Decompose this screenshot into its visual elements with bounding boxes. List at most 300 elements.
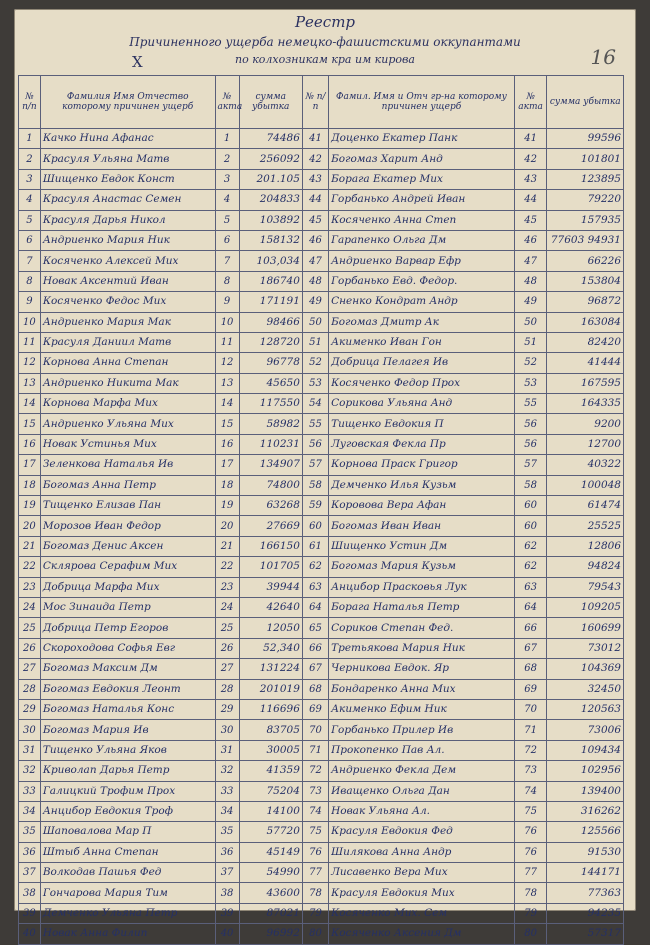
row-num: 36 xyxy=(19,842,41,862)
row-num-2: 44 xyxy=(302,190,328,210)
row-act-2: 53 xyxy=(514,373,547,393)
row-name-2: Богомаз Харит Анд xyxy=(329,149,515,169)
row-sum: 201019 xyxy=(239,679,302,699)
row-name: Красуля Даниил Матв xyxy=(40,332,215,352)
row-name: Богомаз Евдокия Леонт xyxy=(40,679,215,699)
row-sum: 27669 xyxy=(239,516,302,536)
row-num: 38 xyxy=(19,883,41,903)
row-act: 37 xyxy=(215,863,239,883)
handwritten-mark: Х xyxy=(132,53,143,71)
row-name: Андриенко Мария Мак xyxy=(40,312,215,332)
row-sum-2: 77603 94931 xyxy=(547,230,624,250)
table-row xyxy=(19,496,624,516)
header-act: № акта xyxy=(215,76,239,129)
row-act: 7 xyxy=(215,251,239,271)
row-name-2: Акименко Ефим Ник xyxy=(329,699,515,719)
row-name: Добрица Петр Егоров xyxy=(40,618,215,638)
row-sum: 117550 xyxy=(239,394,302,414)
row-sum: 63268 xyxy=(239,496,302,516)
row-sum-2: 125566 xyxy=(547,822,624,842)
row-num-2: 67 xyxy=(302,659,328,679)
table-row xyxy=(19,597,624,617)
row-act: 20 xyxy=(215,516,239,536)
row-name-2: Тищенко Евдокия П xyxy=(329,414,515,434)
row-name-2: Бондаренко Анна Мих xyxy=(329,679,515,699)
table-row xyxy=(19,638,624,658)
row-act: 36 xyxy=(215,842,239,862)
row-sum-2: 9200 xyxy=(547,414,624,434)
table-row xyxy=(19,394,624,414)
row-num-2: 45 xyxy=(302,210,328,230)
table-row xyxy=(19,353,624,373)
table-row xyxy=(19,618,624,638)
row-act-2: 64 xyxy=(514,597,547,617)
row-num: 34 xyxy=(19,801,41,821)
row-sum-2: 109205 xyxy=(547,597,624,617)
row-num: 37 xyxy=(19,863,41,883)
row-act: 34 xyxy=(215,801,239,821)
row-name: Склярова Серафим Мих xyxy=(40,557,215,577)
row-num: 40 xyxy=(19,924,41,944)
row-name: Гончарова Мария Тим xyxy=(40,883,215,903)
row-num-2: 55 xyxy=(302,414,328,434)
row-act-2: 75 xyxy=(514,801,547,821)
table-row xyxy=(19,924,624,944)
row-sum-2: 96872 xyxy=(547,292,624,312)
row-num: 26 xyxy=(19,638,41,658)
row-name: Красуля Дарья Никол xyxy=(40,210,215,230)
row-num-2: 48 xyxy=(302,271,328,291)
row-num-2: 41 xyxy=(302,129,328,149)
row-act: 17 xyxy=(215,455,239,475)
table-header xyxy=(19,76,624,129)
row-num-2: 61 xyxy=(302,536,328,556)
row-num: 12 xyxy=(19,353,41,373)
row-act-2: 63 xyxy=(514,577,547,597)
row-num-2: 50 xyxy=(302,312,328,332)
row-name-2: Доценко Екатер Панк xyxy=(329,129,515,149)
row-num: 4 xyxy=(19,190,41,210)
row-sum-2: 102956 xyxy=(547,761,624,781)
row-num: 23 xyxy=(19,577,41,597)
row-num: 32 xyxy=(19,761,41,781)
row-sum: 12050 xyxy=(239,618,302,638)
row-act: 26 xyxy=(215,638,239,658)
row-act-2: 71 xyxy=(514,720,547,740)
row-name: Корнова Марфа Мих xyxy=(40,394,215,414)
row-act-2: 70 xyxy=(514,699,547,719)
table-row xyxy=(19,210,624,230)
row-name: Криволап Дарья Петр xyxy=(40,761,215,781)
row-num-2: 56 xyxy=(302,434,328,454)
row-name-2: Луговская Фекла Пр xyxy=(329,434,515,454)
row-act: 24 xyxy=(215,597,239,617)
row-act-2: 56 xyxy=(514,434,547,454)
row-num-2: 58 xyxy=(302,475,328,495)
row-num: 24 xyxy=(19,597,41,617)
row-name-2: Косяченко Аксения Дм xyxy=(329,924,515,944)
row-num-2: 42 xyxy=(302,149,328,169)
row-act: 2 xyxy=(215,149,239,169)
row-sum-2: 101801 xyxy=(547,149,624,169)
row-name: Богомаз Анна Петр xyxy=(40,475,215,495)
document-subtitle-2: по колхозникам кра им кирова xyxy=(235,53,415,66)
row-num: 10 xyxy=(19,312,41,332)
row-name: Богомаз Максим Дм xyxy=(40,659,215,679)
row-name-2: Сорикова Ульяна Анд xyxy=(329,394,515,414)
register-sheet xyxy=(14,9,636,940)
row-sum-2: 160699 xyxy=(547,618,624,638)
table-row xyxy=(19,699,624,719)
row-num: 20 xyxy=(19,516,41,536)
row-act-2: 60 xyxy=(514,496,547,516)
row-name: Шищенко Евдок Конст xyxy=(40,169,215,189)
table-row xyxy=(19,414,624,434)
row-num: 35 xyxy=(19,822,41,842)
row-num: 22 xyxy=(19,557,41,577)
row-num-2: 60 xyxy=(302,516,328,536)
row-name: Тищенко Ульяна Яков xyxy=(40,740,215,760)
header-sum-2: сумма убытка xyxy=(547,76,624,129)
row-name-2: Черникова Евдок. Яр xyxy=(329,659,515,679)
row-num-2: 46 xyxy=(302,230,328,250)
row-sum: 74486 xyxy=(239,129,302,149)
row-name: Корнова Анна Степан xyxy=(40,353,215,373)
row-act-2: 62 xyxy=(514,536,547,556)
row-act: 11 xyxy=(215,332,239,352)
row-num-2: 63 xyxy=(302,577,328,597)
table-row xyxy=(19,720,624,740)
row-act-2: 67 xyxy=(514,638,547,658)
row-sum: 166150 xyxy=(239,536,302,556)
row-name: Андриенко Ульяна Мих xyxy=(40,414,215,434)
row-sum-2: 73006 xyxy=(547,720,624,740)
row-act: 15 xyxy=(215,414,239,434)
row-num: 15 xyxy=(19,414,41,434)
row-act: 31 xyxy=(215,740,239,760)
row-name: Скороходова Софья Евг xyxy=(40,638,215,658)
row-act-2: 44 xyxy=(514,190,547,210)
table-row xyxy=(19,475,624,495)
table-row xyxy=(19,332,624,352)
row-num: 16 xyxy=(19,434,41,454)
table-row xyxy=(19,373,624,393)
row-act-2: 80 xyxy=(514,924,547,944)
document-title: Реестр xyxy=(294,13,356,31)
row-name: Шаповалова Мар П xyxy=(40,822,215,842)
row-name: Косяченко Федос Мих xyxy=(40,292,215,312)
row-act-2: 76 xyxy=(514,822,547,842)
row-act-2: 57 xyxy=(514,455,547,475)
row-name: Богомаз Наталья Конс xyxy=(40,699,215,719)
row-num-2: 66 xyxy=(302,638,328,658)
row-num-2: 70 xyxy=(302,720,328,740)
table-row xyxy=(19,679,624,699)
row-sum-2: 157935 xyxy=(547,210,624,230)
row-act: 39 xyxy=(215,903,239,923)
row-act: 28 xyxy=(215,679,239,699)
row-num: 29 xyxy=(19,699,41,719)
row-name-2: Прокопенко Пав Ал. xyxy=(329,740,515,760)
row-num-2: 43 xyxy=(302,169,328,189)
row-sum: 116696 xyxy=(239,699,302,719)
row-act: 8 xyxy=(215,271,239,291)
row-sum-2: 109434 xyxy=(547,740,624,760)
header-name-2: Фамил. Имя и Отч гр-на которому причинен ущерб xyxy=(329,76,515,129)
row-sum-2: 41444 xyxy=(547,353,624,373)
page-number: 16 xyxy=(590,45,616,69)
row-sum: 75204 xyxy=(239,781,302,801)
header-num-2: № п/п xyxy=(302,76,328,129)
row-act: 19 xyxy=(215,496,239,516)
row-name: Галицкий Трофим Прох xyxy=(40,781,215,801)
row-sum-2: 167595 xyxy=(547,373,624,393)
row-sum-2: 57317 xyxy=(547,924,624,944)
row-act-2: 68 xyxy=(514,659,547,679)
row-name-2: Добрица Пелагея Ив xyxy=(329,353,515,373)
row-num: 9 xyxy=(19,292,41,312)
row-sum: 45650 xyxy=(239,373,302,393)
row-sum: 103892 xyxy=(239,210,302,230)
row-sum-2: 61474 xyxy=(547,496,624,516)
row-num: 5 xyxy=(19,210,41,230)
row-name-2: Богомаз Иван Иван xyxy=(329,516,515,536)
row-sum: 57720 xyxy=(239,822,302,842)
row-name-2: Горбанько Евд. Федор. xyxy=(329,271,515,291)
row-sum: 83705 xyxy=(239,720,302,740)
row-sum-2: 139400 xyxy=(547,781,624,801)
row-name-2: Шищенко Устин Дм xyxy=(329,536,515,556)
table-row xyxy=(19,230,624,250)
row-num-2: 72 xyxy=(302,761,328,781)
row-num: 21 xyxy=(19,536,41,556)
row-num: 13 xyxy=(19,373,41,393)
row-num-2: 80 xyxy=(302,924,328,944)
row-sum: 256092 xyxy=(239,149,302,169)
row-sum: 58982 xyxy=(239,414,302,434)
header-act-2: № акта xyxy=(514,76,547,129)
row-sum-2: 144171 xyxy=(547,863,624,883)
row-sum: 30005 xyxy=(239,740,302,760)
row-act: 5 xyxy=(215,210,239,230)
row-name: Мос Зинаида Петр xyxy=(40,597,215,617)
header-sum: сумма убытка xyxy=(239,76,302,129)
row-act-2: 49 xyxy=(514,292,547,312)
row-num-2: 76 xyxy=(302,842,328,862)
row-name: Штыб Анна Степан xyxy=(40,842,215,862)
row-name-2: Шилякова Анна Андр xyxy=(329,842,515,862)
row-name: Андриенко Никита Мак xyxy=(40,373,215,393)
row-act-2: 79 xyxy=(514,903,547,923)
row-name-2: Горбанько Андрей Иван xyxy=(329,190,515,210)
row-act: 3 xyxy=(215,169,239,189)
row-sum-2: 73012 xyxy=(547,638,624,658)
row-name-2: Горбанько Прилер Ив xyxy=(329,720,515,740)
row-act-2: 74 xyxy=(514,781,547,801)
table-row xyxy=(19,455,624,475)
table-row xyxy=(19,516,624,536)
row-act: 14 xyxy=(215,394,239,414)
row-name-2: Третьякова Мария Ник xyxy=(329,638,515,658)
row-sum-2: 25525 xyxy=(547,516,624,536)
row-sum: 131224 xyxy=(239,659,302,679)
row-sum: 41359 xyxy=(239,761,302,781)
row-sum-2: 100048 xyxy=(547,475,624,495)
row-num-2: 47 xyxy=(302,251,328,271)
table-row xyxy=(19,271,624,291)
row-num-2: 69 xyxy=(302,699,328,719)
row-num: 14 xyxy=(19,394,41,414)
row-name-2: Красуля Евдокия Мих xyxy=(329,883,515,903)
row-act-2: 55 xyxy=(514,394,547,414)
row-act-2: 78 xyxy=(514,883,547,903)
table-row xyxy=(19,434,624,454)
row-act-2: 50 xyxy=(514,312,547,332)
row-sum-2: 40322 xyxy=(547,455,624,475)
row-sum-2: 77363 xyxy=(547,883,624,903)
row-sum: 186740 xyxy=(239,271,302,291)
row-name-2: Коровова Вера Афан xyxy=(329,496,515,516)
row-act-2: 58 xyxy=(514,475,547,495)
row-act-2: 42 xyxy=(514,149,547,169)
row-num-2: 52 xyxy=(302,353,328,373)
row-act: 4 xyxy=(215,190,239,210)
row-num-2: 73 xyxy=(302,781,328,801)
row-num: 30 xyxy=(19,720,41,740)
row-name: Новак Анна Филип xyxy=(40,924,215,944)
table-row xyxy=(19,842,624,862)
row-sum: 98466 xyxy=(239,312,302,332)
row-sum-2: 316262 xyxy=(547,801,624,821)
row-num: 39 xyxy=(19,903,41,923)
row-sum-2: 94235 xyxy=(547,903,624,923)
row-name-2: Андриенко Фекла Дем xyxy=(329,761,515,781)
row-num-2: 62 xyxy=(302,557,328,577)
row-sum: 158132 xyxy=(239,230,302,250)
row-sum-2: 94824 xyxy=(547,557,624,577)
row-num-2: 59 xyxy=(302,496,328,516)
row-name: Андриенко Мария Ник xyxy=(40,230,215,250)
row-act: 38 xyxy=(215,883,239,903)
row-name: Демченко Ульяна Петр xyxy=(40,903,215,923)
row-sum: 74800 xyxy=(239,475,302,495)
row-sum-2: 79220 xyxy=(547,190,624,210)
row-num: 28 xyxy=(19,679,41,699)
row-act: 30 xyxy=(215,720,239,740)
table-row xyxy=(19,312,624,332)
row-name-2: Акименко Иван Гон xyxy=(329,332,515,352)
table-row xyxy=(19,129,624,149)
table-row xyxy=(19,740,624,760)
row-sum-2: 66226 xyxy=(547,251,624,271)
row-num-2: 77 xyxy=(302,863,328,883)
row-name-2: Косяченко Анна Степ xyxy=(329,210,515,230)
row-sum-2: 12700 xyxy=(547,434,624,454)
row-act: 13 xyxy=(215,373,239,393)
row-act: 33 xyxy=(215,781,239,801)
table-row xyxy=(19,863,624,883)
row-name-2: Борага Наталья Петр xyxy=(329,597,515,617)
row-act-2: 72 xyxy=(514,740,547,760)
row-num-2: 79 xyxy=(302,903,328,923)
row-num: 8 xyxy=(19,271,41,291)
document-subtitle: Причиненного ущерба немецко-фашистскими оккупантами xyxy=(129,35,521,49)
row-act: 18 xyxy=(215,475,239,495)
row-name-2: Сненко Кондрат Андр xyxy=(329,292,515,312)
row-name: Новак Устинья Мих xyxy=(40,434,215,454)
row-num-2: 71 xyxy=(302,740,328,760)
row-act-2: 56 xyxy=(514,414,547,434)
row-sum: 14100 xyxy=(239,801,302,821)
row-sum-2: 163084 xyxy=(547,312,624,332)
row-name-2: Сориков Степан Фед. xyxy=(329,618,515,638)
row-act: 6 xyxy=(215,230,239,250)
row-act-2: 52 xyxy=(514,353,547,373)
row-name: Новак Аксентий Иван xyxy=(40,271,215,291)
row-sum: 101705 xyxy=(239,557,302,577)
row-act-2: 76 xyxy=(514,842,547,862)
row-act-2: 69 xyxy=(514,679,547,699)
row-num: 3 xyxy=(19,169,41,189)
row-name-2: Демченко Илья Кузьм xyxy=(329,475,515,495)
table-row xyxy=(19,190,624,210)
table-row xyxy=(19,536,624,556)
table-row xyxy=(19,577,624,597)
row-act: 27 xyxy=(215,659,239,679)
row-act-2: 47 xyxy=(514,251,547,271)
row-num-2: 57 xyxy=(302,455,328,475)
row-num-2: 54 xyxy=(302,394,328,414)
row-sum-2: 79543 xyxy=(547,577,624,597)
row-sum: 87021 xyxy=(239,903,302,923)
row-sum: 128720 xyxy=(239,332,302,352)
table-row xyxy=(19,659,624,679)
row-num: 25 xyxy=(19,618,41,638)
row-name: Добрица Марфа Мих xyxy=(40,577,215,597)
row-act-2: 77 xyxy=(514,863,547,883)
row-act-2: 73 xyxy=(514,761,547,781)
row-name-2: Анцибор Прасковья Лук xyxy=(329,577,515,597)
row-act: 25 xyxy=(215,618,239,638)
row-sum: 42640 xyxy=(239,597,302,617)
row-name-2: Борага Екатер Мих xyxy=(329,169,515,189)
row-name-2: Красуля Евдокия Фед xyxy=(329,822,515,842)
row-num-2: 78 xyxy=(302,883,328,903)
row-num: 19 xyxy=(19,496,41,516)
row-sum-2: 153804 xyxy=(547,271,624,291)
row-sum: 134907 xyxy=(239,455,302,475)
table-row xyxy=(19,781,624,801)
row-sum-2: 123895 xyxy=(547,169,624,189)
table-row xyxy=(19,557,624,577)
row-sum: 52,340 xyxy=(239,638,302,658)
row-act: 9 xyxy=(215,292,239,312)
row-sum-2: 82420 xyxy=(547,332,624,352)
row-act: 1 xyxy=(215,129,239,149)
row-name-2: Богомаз Мария Кузьм xyxy=(329,557,515,577)
row-act-2: 43 xyxy=(514,169,547,189)
row-num-2: 64 xyxy=(302,597,328,617)
row-sum: 96778 xyxy=(239,353,302,373)
row-name: Богомаз Денис Аксен xyxy=(40,536,215,556)
row-num-2: 75 xyxy=(302,822,328,842)
row-act-2: 62 xyxy=(514,557,547,577)
row-act: 12 xyxy=(215,353,239,373)
row-act-2: 48 xyxy=(514,271,547,291)
row-act: 35 xyxy=(215,822,239,842)
header-name: Фамилия Имя Отчество которому причинен ущерб xyxy=(40,76,215,129)
row-num: 31 xyxy=(19,740,41,760)
